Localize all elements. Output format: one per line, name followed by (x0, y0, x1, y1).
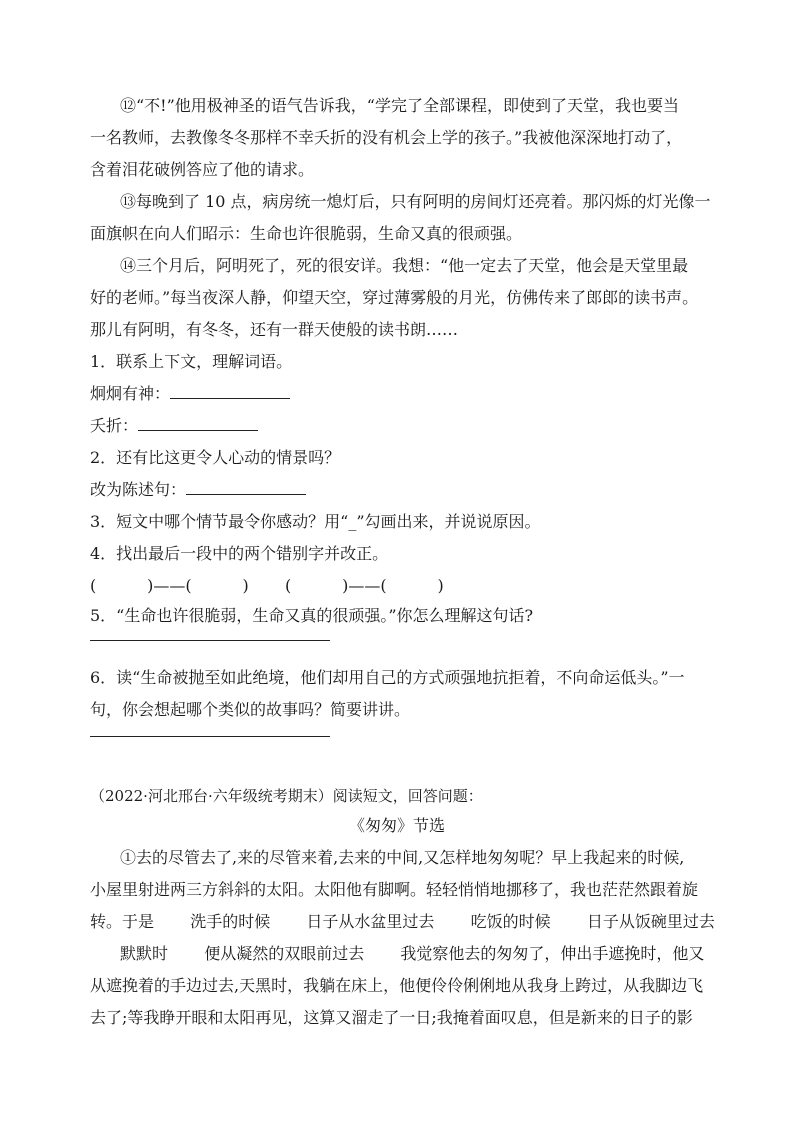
para12-line1: ⑫“不!”他用极神圣的语气告诉我，“学完了全部课程，即使到了天堂，我也要当 (120, 96, 679, 115)
para13-line1: ⑬每晚到了 10 点，病房统一熄灯后，只有阿明的房间灯还亮着。那闪烁的灯光像一 (120, 192, 711, 211)
line3-part-c: 日子从水盆里过去 (306, 912, 435, 931)
question-1b-label: 夭折： (90, 416, 139, 435)
question-4-answer-a[interactable]: ( )——( ) (90, 576, 249, 595)
section2-line4 (120, 944, 704, 964)
line3-part-d: 吃饭的时候 (470, 912, 551, 931)
question-2: 2．还有比这更令人心动的情景吗？ (90, 448, 341, 467)
section2-source: （2022·河北邢台·六年级统考期末）阅读短文，回答问题： (90, 787, 483, 805)
section2-line1: ①去的尽管去了,来的尽管来着,去来的中间,又怎样地匆匆呢？早上我起来的时候, (120, 848, 685, 867)
section2-line6: 去了;等我睁开眼和太阳再见，这算又溜走了一日;我掩着面叹息，但是新来的日子的影 (90, 1008, 693, 1027)
question-6-line1: 6．读“生命被抛至如此绝境，他们却用自己的方式顽强地抗拒着，不向命运低头。”一 (90, 668, 685, 687)
para13-line2: 面旗帜在向人们昭示：生命也许很脆弱，生命又真的很顽强。 (90, 224, 523, 243)
section2-line3 (90, 912, 715, 932)
answer-blank-2a[interactable] (186, 480, 306, 495)
para14-line2: 好的老师。”每当夜深人静，仰望天空，穿过薄雾般的月光，仿佛传来了郎郎的读书声。 (90, 288, 699, 307)
answer-blank-1b[interactable] (138, 416, 258, 431)
section2-line5: 从遮挽着的手边过去,天黑时，我躺在床上，他便伶伶俐俐地从我身上跨过，从我脚边飞 (90, 976, 704, 995)
question-6-line2: 句，你会想起哪个类似的故事吗？简要讲讲。 (90, 700, 411, 719)
question-5: 5．“生命也许很脆弱，生命又真的很顽强。”你怎么理解这句话? (90, 606, 534, 625)
line4-part-b: 便从凝然的双眼前过去 (204, 944, 365, 963)
question-4: 4．找出最后一段中的两个错别字并改正。 (90, 544, 389, 563)
question-4-answer-b[interactable]: ( )——( ) (285, 576, 444, 595)
answer-blank-1a[interactable] (170, 384, 290, 399)
line4-part-c: 我觉察他去的匆匆了，伸出手遮挽时，他又 (400, 944, 705, 963)
answer-line-5[interactable] (90, 640, 330, 641)
question-2a-label: 改为陈述句： (90, 480, 187, 499)
section2-title: 《匆匆》节选 (348, 816, 445, 835)
question-2a (90, 480, 306, 500)
question-3: 3．短文中哪个情节最令你感动？用“_”勾画出来，并说说原因。 (90, 512, 541, 531)
line3-part-a: 转。于是 (90, 912, 155, 931)
line4-part-a: 默默时 (120, 944, 169, 963)
para14-line1: ⑭三个月后，阿明死了，死的很安详。我想：“他一定去了天堂，他会是天堂里最 (120, 256, 689, 275)
para14-line3: 那儿有阿明，有冬冬，还有一群天使般的读书朗…… (90, 320, 459, 339)
question-1a-label: 炯炯有神： (90, 384, 171, 403)
question-1a (90, 384, 290, 404)
line3-part-e: 日子从饭碗里过去 (586, 912, 715, 931)
question-1b (90, 416, 258, 436)
answer-line-6[interactable] (90, 736, 330, 737)
para12-line3: 含着泪花破例答应了他的请求。 (90, 160, 315, 179)
para12-line2: 一名教师，去教像冬冬那样不幸夭折的没有机会上学的孩子。”我被他深深地打动了， (90, 128, 683, 147)
question-1: 1．联系上下文，理解词语。 (90, 352, 293, 371)
section2-line2: 小屋里射进两三方斜斜的太阳。太阳他有脚啊。轻轻悄悄地挪移了，我也茫茫然跟着旋 (90, 880, 699, 899)
line3-part-b: 洗手的时候 (190, 912, 271, 931)
